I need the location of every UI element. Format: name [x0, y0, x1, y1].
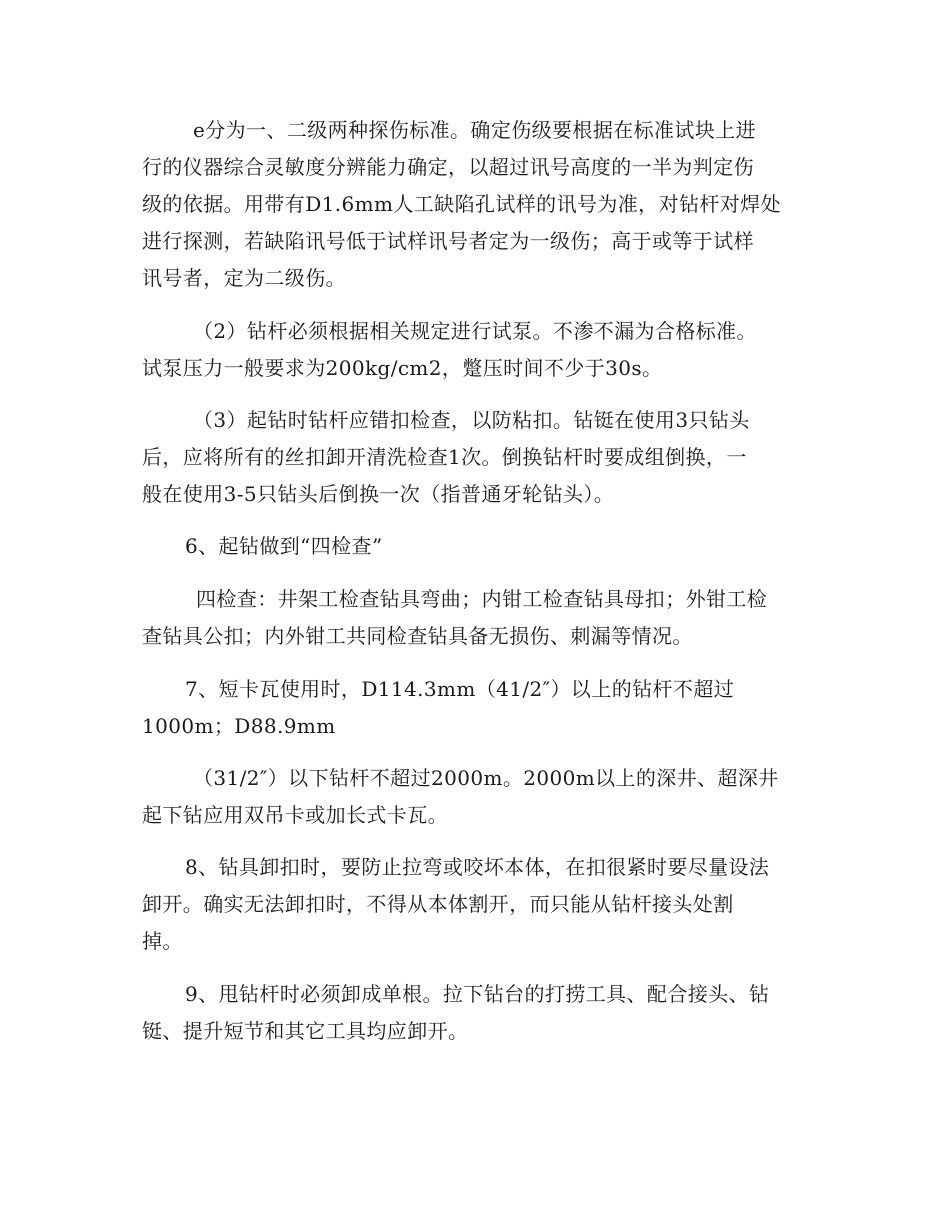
- paragraph-line: 7、短卡瓦使用时，D114.3mm（41/2″）以上的钻杆不超过: [185, 677, 735, 701]
- paragraph-line: （31/2″）以下钻杆不超过2000m。2000m以上的深井、超深井: [193, 766, 779, 790]
- paragraph-line: 查钻具公扣；内外钳工共同检查钻具备无损伤、刺漏等情况。: [142, 624, 693, 648]
- paragraph-line: 行的仪器综合灵敏度分辨能力确定，以超过讯号高度的一半为判定伤: [142, 155, 754, 179]
- paragraph-line: 铤、提升短节和其它工具均应卸开。: [142, 1019, 469, 1043]
- paragraph-line: 进行探测，若缺陷讯号低于试样讯号者定为一级伤；高于或等于试样: [142, 229, 754, 253]
- paragraph-line: 讯号者，定为二级伤。: [142, 266, 346, 290]
- paragraph-line: 8、钻具卸扣时，要防止拉弯或咬坏本体，在扣很紧时要尽量设法: [185, 855, 770, 879]
- paragraph-line: 试泵压力一般要求为200kg/cm2，蹩压时间不少于30s。: [142, 356, 663, 380]
- paragraph-line: 9、甩钻杆时必须卸成单根。拉下钻台的打捞工具、配合接头、钻: [185, 982, 770, 1006]
- paragraph-line: （2）钻杆必须根据相关规定进行试泵。不渗不漏为合格标准。: [193, 319, 757, 343]
- paragraph-line: e分为一、二级两种探伤标准。确定伤级要根据在标准试块上进: [193, 118, 757, 142]
- section-heading: 6、起钻做到“四检查”: [185, 534, 383, 558]
- paragraph-line: 四检查：井架工检查钻具弯曲；内钳工检查钻具母扣；外钳工检: [196, 587, 768, 611]
- paragraph-line: 1000m；D88.9mm: [142, 714, 336, 738]
- paragraph-line: 起下钻应用双吊卡或加长式卡瓦。: [142, 803, 448, 827]
- paragraph-line: 级的依据。用带有D1.6mm人工缺陷孔试样的讯号为准，对钻杆对焊处: [142, 192, 781, 216]
- paragraph-line: 后，应将所有的丝扣卸开清洗检查1次。倒换钻杆时要成组倒换，一: [142, 445, 747, 469]
- paragraph-line: （3）起钻时钻杆应错扣检查，以防粘扣。钻铤在使用3只钻头: [193, 408, 750, 432]
- paragraph-line: 般在使用3-5只钻头后倒换一次（指普通牙轮钻头）。: [142, 482, 615, 506]
- paragraph-line: 卸开。确实无法卸扣时，不得从本体割开，而只能从钻杆接头处割: [142, 892, 734, 916]
- paragraph-line: 掉。: [142, 929, 183, 953]
